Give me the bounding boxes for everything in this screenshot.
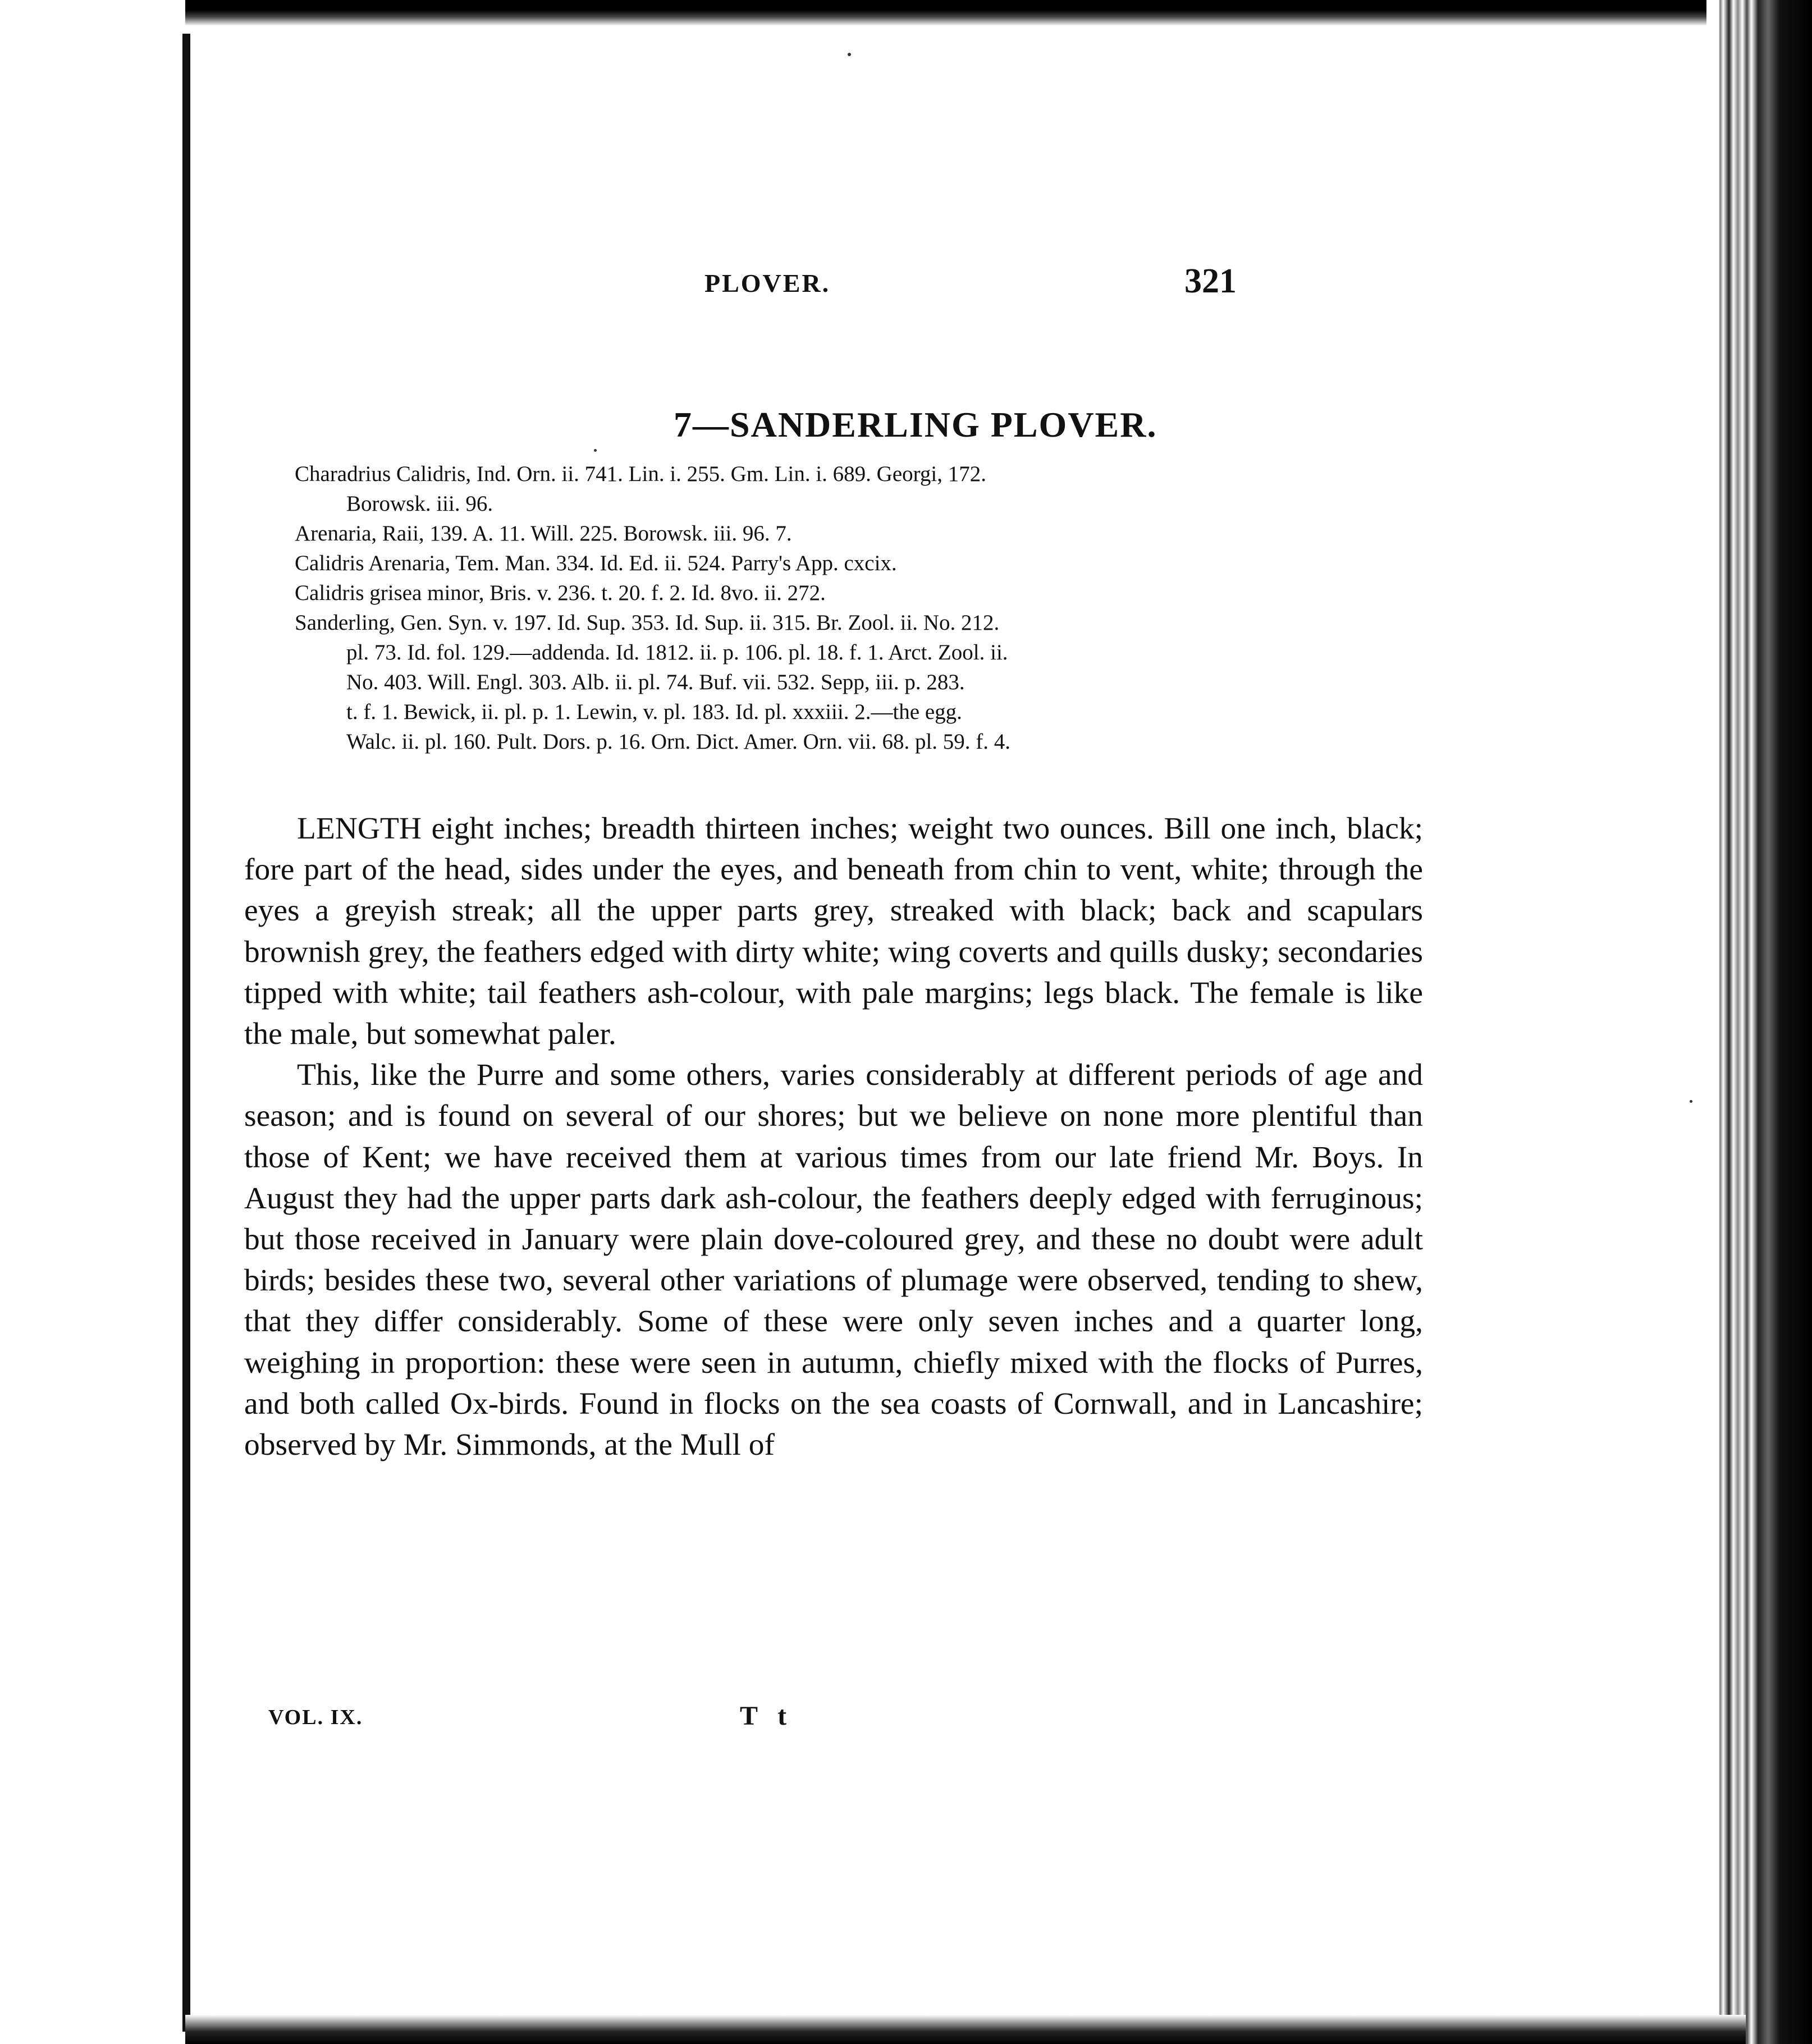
synonym-line: Arenaria, Raii, 139. A. 11. Will. 225. Borowsk. iii. 96. 7.: [295, 521, 792, 546]
synonym-line: Calidris grisea minor, Bris. v. 236. t. 20. f. 2. Id. 8vo. ii. 272.: [295, 581, 826, 605]
scan-edge-top: [185, 0, 1740, 26]
synonymy-block: [295, 459, 1417, 757]
synonym-line: No. 403. Will. Engl. 303. Alb. ii. pl. 74. Buf. vii. 532. Sepp, iii. p. 283.: [346, 670, 965, 694]
paragraph-habits: This, like the Purre and some others, varies considerably at different periods of age and season; and is found on several of our shores; but we believe on none more plentiful than those of Kent; we have received them at various times from our late friend Mr. Boys. In August they had the upper parts dark ash-colour, the feathers deeply edged with ferruginous; but those received in January were plain dove-coloured grey, and these no doubt were adult birds; besides these two, several other variations of plumage were observed, tending to shew, that they differ considerably. Some of these were only seven inches and a quarter long, weighing in proportion: these were seen in autumn, chiefly mixed with the flocks of Purres, and both called Ox-birds. Found in flocks on the sea coasts of Cornwall, and in Lancashire; observed by Mr. Simmonds, at the Mull of: [244, 1058, 1423, 1463]
running-head: PLOVER.: [704, 269, 831, 297]
synonym-line: pl. 73. Id. fol. 129.—addenda. Id. 1812. ii. p. 106. pl. 18. f. 1. Arct. Zool. ii.: [346, 640, 1008, 664]
synonym-line: Charadrius Calidris, Ind. Orn. ii. 741. Lin. i. 255. Gm. Lin. i. 689. Georgi, 172.: [295, 462, 987, 486]
scan-edge-bottom: [185, 2015, 1746, 2044]
page-number: 321: [1184, 262, 1237, 300]
synonym-line: t. f. 1. Bewick, ii. pl. p. 1. Lewin, v. pl. 183. Id. pl. xxxiii. 2.—the egg.: [346, 700, 962, 724]
synonym-line: Sanderling, Gen. Syn. v. 197. Id. Sup. 353. Id. Sup. ii. 315. Br. Zool. ii. No. 212.: [295, 611, 1000, 635]
body-text: [244, 808, 1423, 1465]
section-title: 7—SANDERLING PLOVER.: [674, 405, 1157, 444]
speck: [594, 449, 597, 452]
signature-mark: T t: [740, 1701, 794, 1731]
synonym-line: Borowsk. iii. 96.: [346, 492, 493, 516]
speck: [1690, 1100, 1692, 1103]
scan-edge-left: [182, 34, 190, 2032]
volume-label: VOL. IX.: [268, 1706, 363, 1729]
synonym-line: Calidris Arenaria, Tem. Man. 334. Id. Ed. ii. 524. Parry's App. cxcix.: [295, 551, 897, 575]
synonym-line: Walc. ii. pl. 160. Pult. Dors. p. 16. Orn. Dict. Amer. Orn. vii. 68. pl. 59. f. 4.: [346, 730, 1011, 754]
speck: [848, 53, 851, 56]
paragraph-description: LENGTH eight inches; breadth thirteen inches; weight two ounces. Bill one inch, black; fore part of the head, sides under the eyes, and beneath from chin to vent, white; through the eyes a greyish streak; all the upper parts grey, streaked with black; back and scapulars brownish grey, the feathers edged with dirty white; wing coverts and quills dusky; secondaries tipped with white; tail feathers ash-colour, with pale margins; legs black. The female is like the male, but somewhat paler.: [244, 812, 1423, 1052]
scan-edge-right: [1706, 0, 1812, 2044]
